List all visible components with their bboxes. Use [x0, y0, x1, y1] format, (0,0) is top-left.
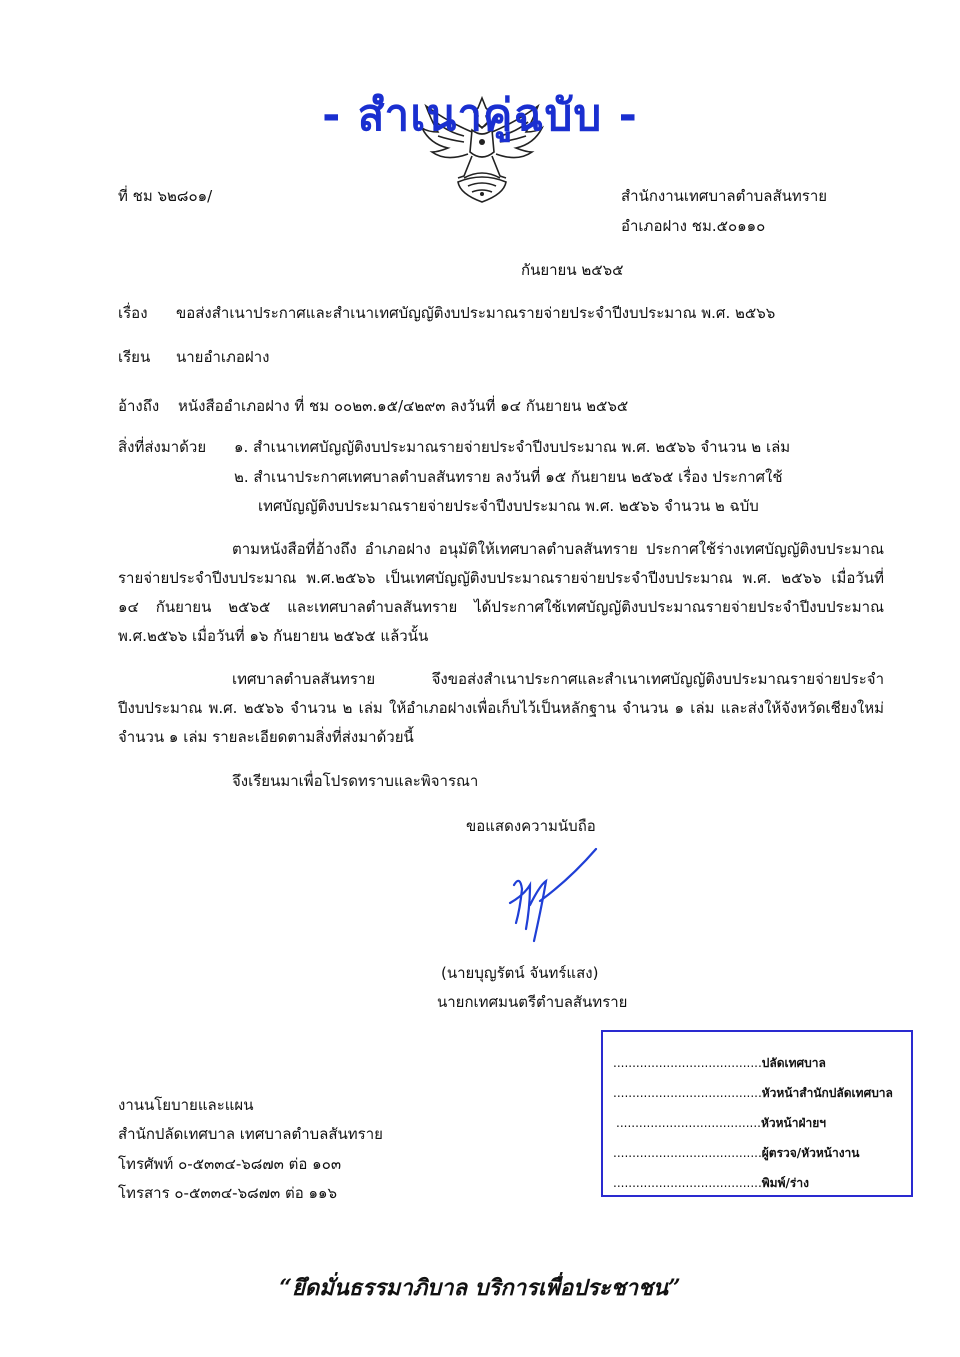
reference-number: ที่ ชม ๖๒๘๐๑/	[118, 187, 213, 205]
approval-row-4-dots: .......................................	[613, 1146, 762, 1160]
contact-phone: โทรศัพท์ ๐-๕๓๓๔-๖๘๗๓ ต่อ ๑๐๓	[118, 1155, 342, 1173]
approval-row-5-dots: .......................................	[613, 1176, 762, 1190]
subject-label: เรื่อง	[118, 304, 148, 322]
approval-row-4-role: ผู้ตรวจ/หัวหน้างาน	[761, 1146, 860, 1160]
to-text: นายอำเภอฝาง	[176, 348, 270, 366]
enclosure-item-2-cont: เทศบัญญัติงบประมาณรายจ่ายประจำปีงบประมาณ พ.ศ. ๒๕๖๖ จำนวน ๒ ฉบับ	[258, 497, 759, 515]
approval-row-3-dots: ......................................	[616, 1116, 761, 1130]
enclosure-item-2: ๒. สำเนาประกาศเทศบาลตำบลสันทราย ลงวันที่ ๑๕ กันยายน ๒๕๖๕ เรื่อง ประกาศใช้	[234, 468, 783, 486]
body-paragraph-1-text: ตามหนังสือที่อ้างถึง อำเภอฝาง อนุมัติให้เทศบาลตำบลสันทราย ประกาศใช้ร่างเทศบัญญัติงบประมาณรายจ่ายประจำปีงบประมาณ พ.ศ.๒๕๖๖ เป็นเทศบัญญัติงบประมาณรายจ่ายประจำปีงบประมาณ พ.ศ. ๒๕๖๖ เมื่อวันที่ ๑๔ กันยายน ๒๕๖๕ และเทศบาลตำบลสันทราย ได้ประกาศใช้เทศบัญญัติงบประมาณรายจ่ายประจำปีงบประมาณ พ.ศ.๒๕๖๖ เมื่อวันที่ ๑๖ กันยายน ๒๕๖๕ แล้วนั้น	[118, 540, 884, 645]
motto: “ยึดมั่นธรรมาภิบาล บริการเพื่อประชาชน”	[279, 1275, 681, 1301]
approval-row-5-role: พิมพ์/ร่าง	[761, 1176, 809, 1190]
approval-row-2-role: หัวหน้าสำนักปลัดเทศบาล	[761, 1086, 893, 1100]
signatory-name: (นายบุญรัตน์ จันทร์แสง)	[441, 964, 599, 982]
approval-row-3-role: หัวหน้าฝ่ายฯ	[760, 1116, 826, 1130]
approval-row-1-role: ปลัดเทศบาล	[761, 1056, 826, 1070]
signatory-position: นายกเทศมนตรีตำบลสันทราย	[437, 993, 628, 1011]
office-address: อำเภอฝาง ชม.๕๐๑๑๐	[621, 217, 766, 235]
approval-row-4	[613, 1144, 860, 1163]
approval-box	[601, 1030, 913, 1197]
approval-row-1	[613, 1054, 826, 1073]
office-name: สำนักงานเทศบาลตำบลสันทราย	[621, 187, 828, 205]
signature	[500, 845, 610, 955]
body-paragraph-1	[118, 535, 884, 651]
contact-office: สำนักปลัดเทศบาล เทศบาลตำบลสันทราย	[118, 1125, 383, 1143]
contact-fax: โทรสาร ๐-๕๓๓๔-๖๘๗๓ ต่อ ๑๑๖	[118, 1184, 338, 1202]
approval-row-5	[613, 1174, 809, 1193]
subject-text: ขอส่งสำเนาประกาศและสำเนาเทศบัญญัติงบประมาณรายจ่ายประจำปีงบประมาณ พ.ศ. ๒๕๖๖	[176, 304, 776, 322]
enclosures-label: สิ่งที่ส่งมาด้วย	[118, 438, 207, 456]
contact-unit: งานนโยบายและแผน	[118, 1096, 254, 1114]
approval-row-2	[613, 1084, 893, 1103]
body-paragraph-2-text: เทศบาลตำบลสันทราย จึงขอส่งสำเนาประกาศและสำเนาเทศบัญญัติงบประมาณรายจ่ายประจำปีงบประมาณ พ.ศ. ๒๕๖๖ จำนวน ๒ เล่ม ให้อำเภอฝางเพื่อเก็บไว้เป็นหลักฐาน จำนวน ๑ เล่ม และส่งให้จังหวัดเชียงใหม่ จำนวน ๑ เล่ม รายละเอียดตามสิ่งที่ส่งมาด้วยนี้	[118, 670, 884, 746]
salutation: ขอแสดงความนับถือ	[466, 817, 596, 835]
copy-stamp: - สำเนาคู่ฉบับ -	[322, 90, 638, 141]
reference-label: อ้างถึง	[118, 397, 160, 415]
approval-row-1-dots: .......................................	[613, 1056, 762, 1070]
letter-date: กันยายน ๒๕๖๕	[521, 261, 624, 279]
reference-text: หนังสืออำเภอฝาง ที่ ชม ๐๐๒๓.๑๕/๔๒๙๓ ลงวันที่ ๑๔ กันยายน ๒๕๖๕	[178, 397, 629, 415]
to-label: เรียน	[118, 348, 151, 366]
approval-row-2-dots: .......................................	[613, 1086, 762, 1100]
enclosure-item-1: ๑. สำเนาเทศบัญญัติงบประมาณรายจ่ายประจำปีงบประมาณ พ.ศ. ๒๕๖๖ จำนวน ๒ เล่ม	[234, 438, 791, 456]
body-paragraph-2	[118, 665, 884, 752]
closing-request: จึงเรียนมาเพื่อโปรดทราบและพิจารณา	[232, 772, 479, 790]
approval-row-3	[616, 1114, 826, 1133]
